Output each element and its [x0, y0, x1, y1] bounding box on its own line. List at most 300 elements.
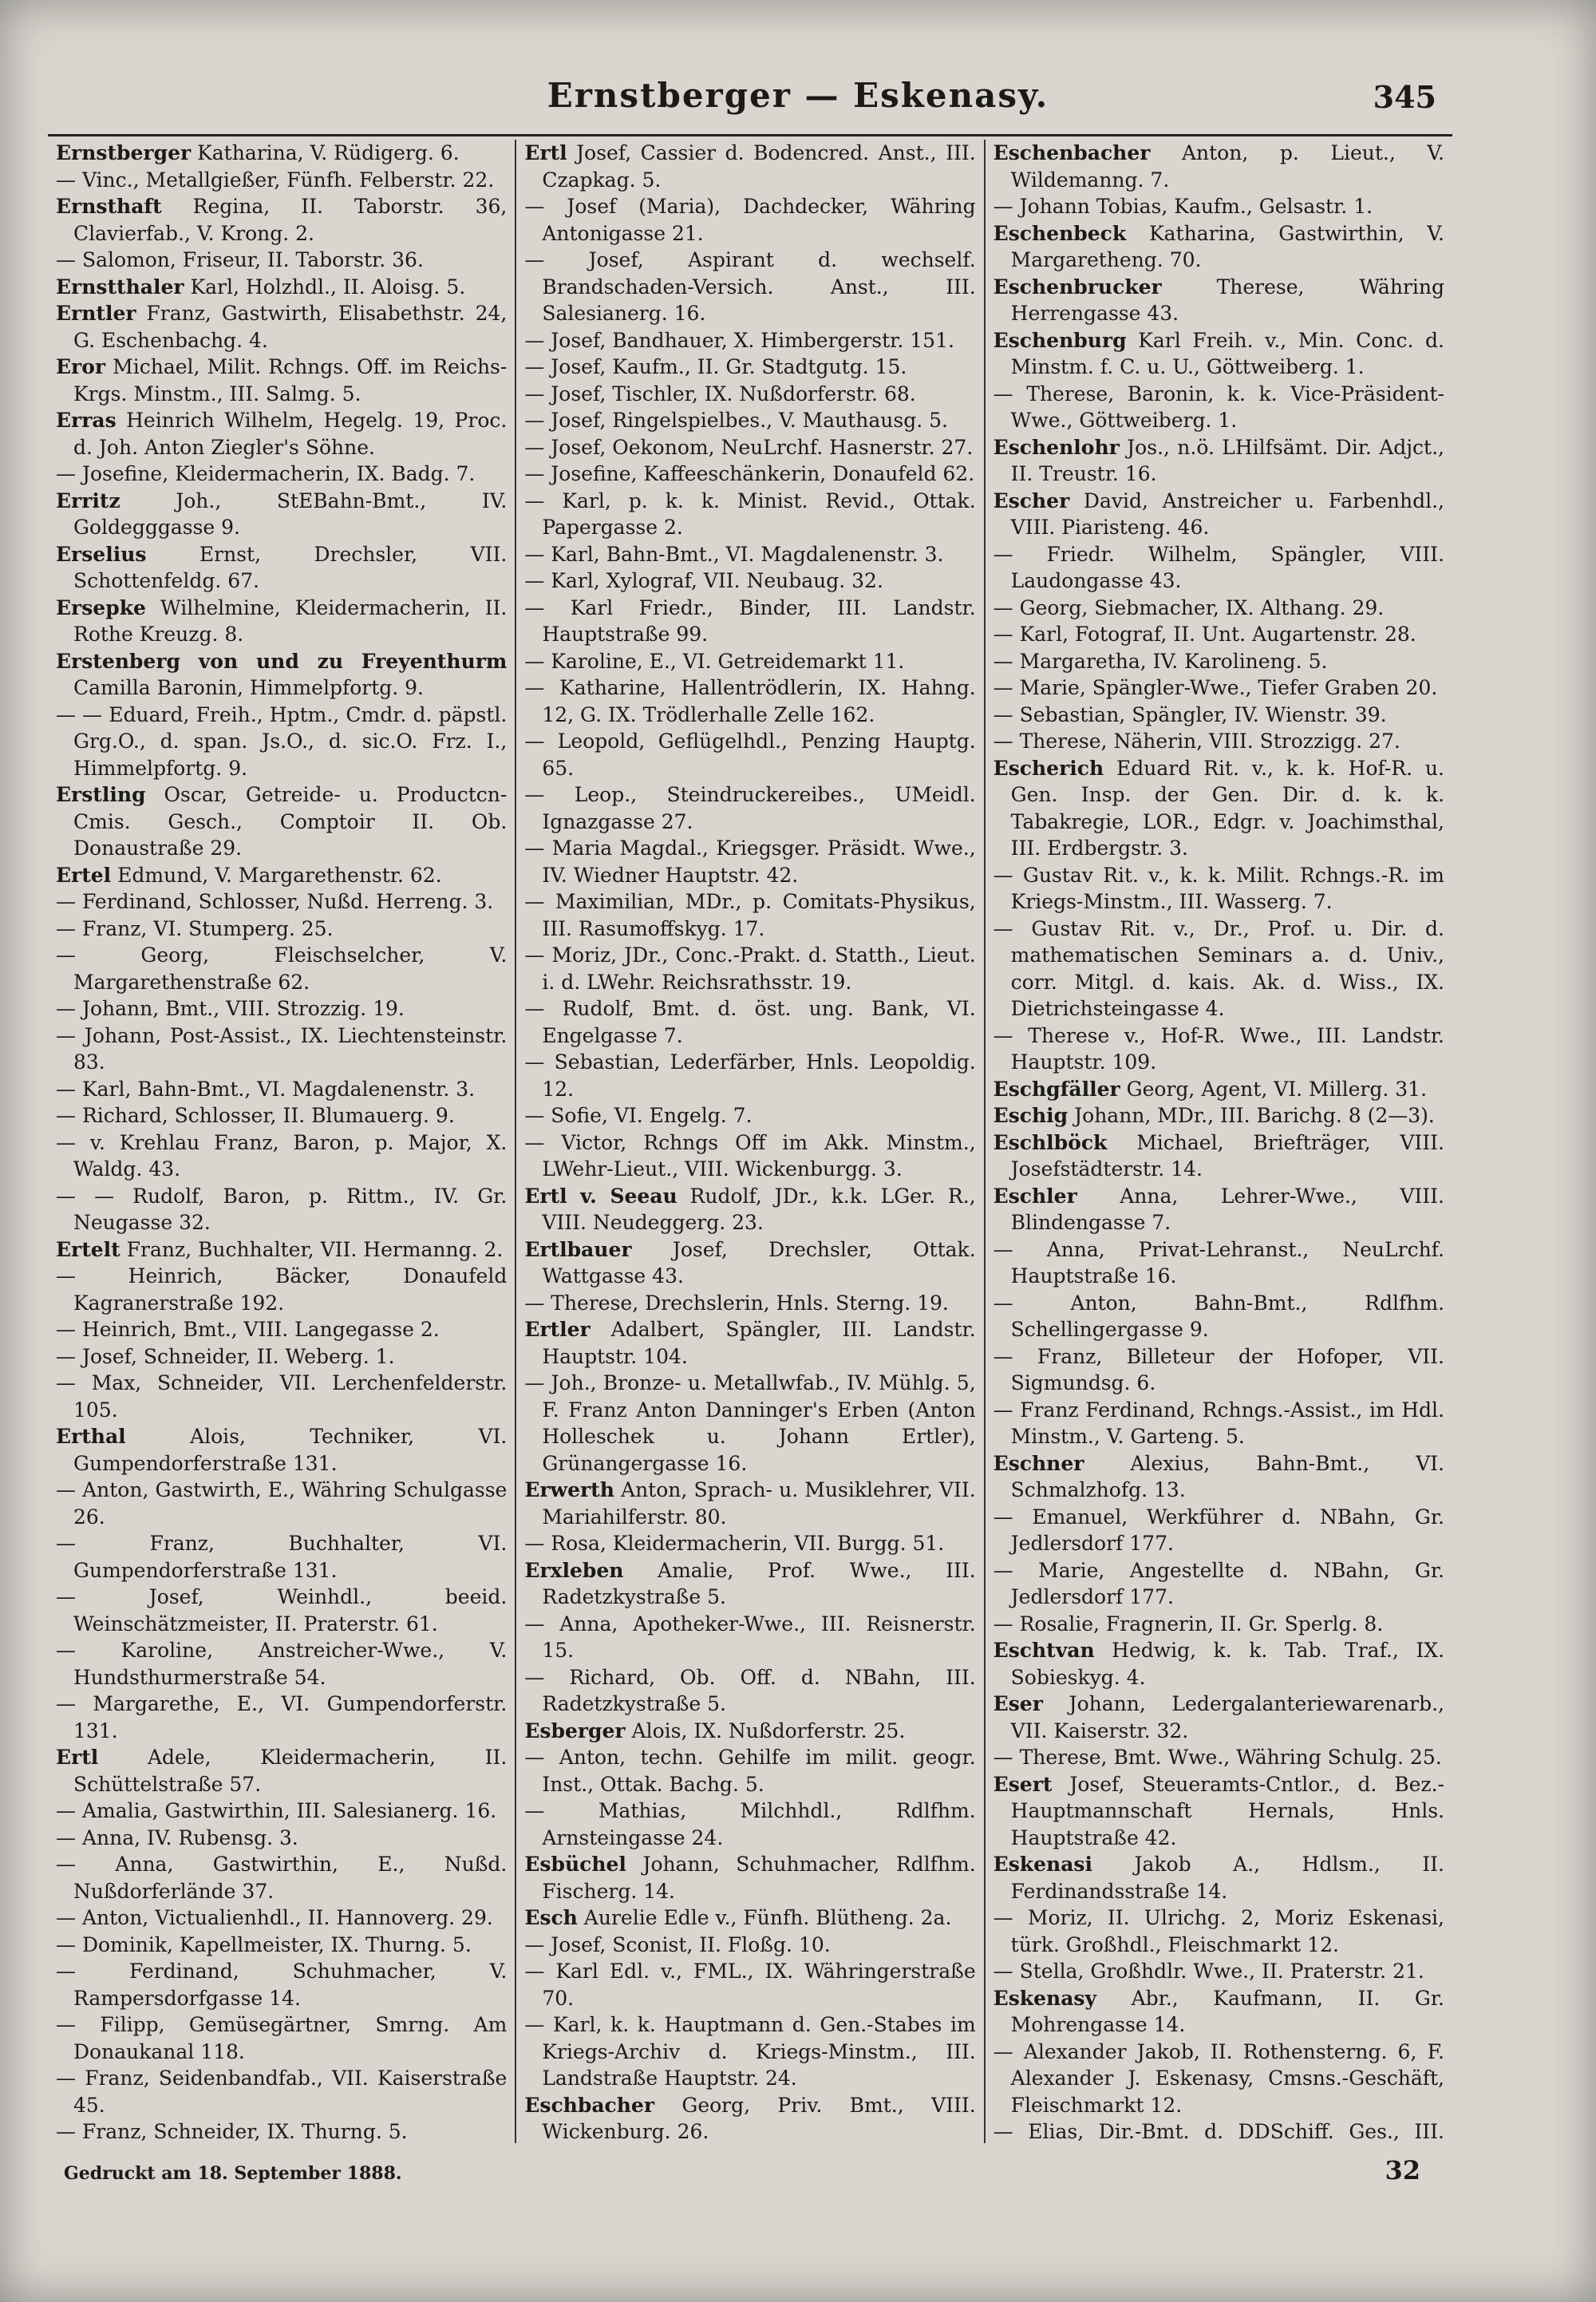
entry-text: — Anton, Victualienhdl., II. Hannoverg. 29. — [56, 1906, 493, 1929]
directory-entry — [994, 220, 1444, 274]
directory-entry — [994, 862, 1444, 916]
entry-text: — Joh., Bronze- u. Metallwfab., IV. Mühlg. 5, F. Franz Anton Danninger's Erben (Anton Holleschek u. Johann Ertler), Grünangergasse 16. — [524, 1371, 976, 1475]
directory-entry — [524, 1477, 975, 1530]
directory-entry — [524, 247, 975, 327]
entry-text: — Josefine, Kaffeeschänkerin, Donaufeld 62. — [524, 462, 975, 485]
entry-surname: Ernstthaler — [56, 275, 184, 299]
entry-surname: Ertel — [56, 863, 112, 887]
directory-entry — [524, 1932, 975, 1959]
entry-surname: Erstling — [56, 783, 146, 806]
entry-text: — Stella, Großhdlr. Wwe., II. Praterstr. 21. — [993, 1960, 1424, 1983]
entry-text: — Leopold, Geflügelhdl., Penzing Hauptg. 65. — [524, 730, 976, 780]
entry-text: Georg, Agent, VI. Millerg. 31. — [1120, 1077, 1428, 1101]
directory-entry — [524, 407, 975, 434]
entry-text: — Georg, Fleischselcher, V. Margarethenstraße 62. — [56, 943, 508, 994]
directory-entry — [56, 1423, 507, 1477]
entry-text: Johann, Ledergalanteriewarenarb., VII. Kaiserstr. 32. — [1010, 1692, 1444, 1742]
directory-entry — [994, 327, 1444, 381]
directory-entry — [994, 916, 1444, 1022]
directory-entry — [524, 648, 975, 675]
directory-entry — [56, 1851, 507, 1904]
directory-entry — [524, 354, 975, 381]
entry-surname: Ernsthaft — [56, 195, 162, 218]
directory-entry — [524, 888, 975, 942]
directory-entry — [524, 942, 975, 995]
directory-entry — [524, 488, 975, 541]
entry-surname: Ertelt — [56, 1237, 120, 1261]
column-middle — [515, 140, 983, 2143]
entry-text: Michael, Milit. Rchngs. Off. im Reichs-Krgs. Minstm., III. Salmg. 5. — [73, 355, 508, 405]
directory-entry — [56, 140, 507, 167]
directory-entry — [56, 461, 507, 488]
directory-entry — [56, 1691, 507, 1744]
directory-entry — [524, 2092, 975, 2144]
entry-text: — Johann, Bmt., VIII. Strozzig. 19. — [56, 997, 405, 1020]
entry-text: Johann, Schuhmacher, Rdlfhm. Fischerg. 14. — [542, 1853, 976, 1903]
entry-text: — Anna, Gastwirthin, E., Nußd. Nußdorferlände 37. — [56, 1853, 508, 1903]
entry-text: — Anton, techn. Gehilfe im milit. geogr. Inst., Ottak. Bachg. 5. — [524, 1746, 976, 1796]
directory-entry — [524, 140, 975, 193]
directory-entry — [994, 1290, 1444, 1343]
entry-text: Alois, IX. Nußdorferstr. 25. — [625, 1719, 906, 1742]
entry-surname: Esbüchel — [524, 1853, 626, 1876]
entry-text: — Alexander Jakob, II. Rothensterng. 6, F. Alexander J. Eskenasy, Cmsns.-Geschäft, Fleischmarkt 12. — [993, 2039, 1444, 2117]
directory-entry — [56, 274, 507, 301]
directory-entry — [56, 1263, 507, 1316]
directory-entry — [524, 1049, 975, 1102]
directory-entry — [524, 674, 975, 728]
directory-entry — [994, 1637, 1444, 1691]
entry-text: — Friedr. Wilhelm, Spängler, VIII. Laudongasse 43. — [993, 542, 1444, 592]
entry-text: — Josef, Weinhdl., beeid. Weinschätzmeister, II. Praterstr. 61. — [56, 1585, 508, 1636]
directory-entry — [524, 1664, 975, 1718]
entry-surname: Erthal — [56, 1425, 126, 1448]
entry-text: Franz, Gastwirth, Elisabethstr. 24, G. Eschenbachg. 4. — [73, 302, 508, 352]
entry-text: — Rosa, Kleidermacherin, VII. Burgg. 51. — [524, 1532, 945, 1555]
entry-surname: Ertl — [56, 1746, 99, 1769]
directory-entry — [994, 1851, 1444, 1904]
column-left — [48, 140, 515, 2143]
directory-entry — [994, 1771, 1444, 1852]
entry-surname: Eskenasi — [993, 1853, 1092, 1876]
entry-text: — — Rudolf, Baron, p. Rittm., IV. Gr. Neugasse 32. — [56, 1184, 508, 1234]
directory-entry — [56, 488, 507, 541]
directory-entry — [994, 1129, 1444, 1183]
entry-text: Johann, MDr., III. Barichg. 8 (2—3). — [1068, 1104, 1435, 1127]
directory-entry — [994, 1691, 1444, 1744]
entry-text: — Heinrich, Bäcker, Donaufeld Kagranerstraße 192. — [56, 1264, 508, 1315]
entry-text: — Karoline, E., VI. Getreidemarkt 11. — [524, 649, 905, 673]
directory-entry — [994, 1504, 1444, 1557]
header-rule — [48, 134, 1452, 136]
entry-text: — Moriz, II. Ulrichg. 2, Moriz Eskenasi, türk. Großhdl., Fleischmarkt 12. — [993, 1906, 1444, 1956]
entry-text: Abr., Kaufmann, II. Gr. Mohrengasse 14. — [1010, 1986, 1444, 2036]
entry-text: — Moriz, JDr., Conc.-Prakt. d. Statth., Lieut. i. d. LWehr. Reichsrathsstr. 19. — [524, 943, 976, 994]
directory-entry — [994, 434, 1444, 488]
entry-text: — Leop., Steindruckereibes., UMeidl. Ignazgasse 27. — [524, 783, 976, 833]
directory-entry — [994, 728, 1444, 755]
entry-text: — — Eduard, Freih., Hptm., Cmdr. d. päpstl. Grg.O., d. span. Js.O., d. sic.O. Frz. I., Himmelpfortg. 9. — [56, 702, 508, 780]
entry-text: — Rudolf, Bmt. d. öst. ung. Bank, VI. Engelgasse 7. — [524, 997, 976, 1047]
page-header — [0, 76, 1596, 124]
directory-entry — [524, 1370, 975, 1477]
directory-entry — [524, 1611, 975, 1664]
entry-text: — Karl, p. k. k. Minist. Revid., Ottak. Papergasse 2. — [524, 488, 976, 539]
directory-entry — [994, 381, 1444, 434]
entry-text: Ernst, Drechsler, VII. Schottenfeldg. 67. — [73, 542, 508, 592]
directory-entry — [994, 1183, 1444, 1236]
entry-text: Michael, Briefträger, VIII. Josefstädterstr. 14. — [1010, 1130, 1444, 1181]
entry-text: — Therese v., Hof-R. Wwe., III. Landstr. Hauptstr. 109. — [993, 1023, 1444, 1074]
entry-surname: Ertl v. Seeau — [524, 1184, 678, 1208]
directory-entry — [56, 1530, 507, 1584]
directory-entry — [994, 488, 1444, 541]
entry-surname: Erxleben — [524, 1558, 624, 1582]
directory-entry — [994, 1343, 1444, 1397]
directory-entry — [994, 274, 1444, 327]
entry-text: Anton, p. Lieut., V. Wildemanng. 7. — [1010, 141, 1444, 192]
entry-text: Anna, Lehrer-Wwe., VIII. Blindengasse 7. — [1010, 1184, 1444, 1234]
entry-text: Jos., n.ö. LHilfsämt. Dir. Adjct., II. Treustr. 16. — [1010, 435, 1444, 485]
directory-entry — [524, 1183, 975, 1236]
entry-text: Joh., StEBahn-Bmt., IV. Goldegggasse 9. — [73, 488, 508, 539]
directory-entry — [56, 167, 507, 194]
directory-columns — [48, 140, 1452, 2143]
print-date: Gedruckt am 18. September 1888. — [64, 2163, 402, 2184]
entry-text: — Franz, VI. Stumperg. 25. — [56, 916, 334, 940]
entry-text: — Johann Tobias, Kaufm., Gelsastr. 1. — [993, 195, 1373, 218]
directory-entry — [56, 193, 507, 247]
directory-entry — [56, 1744, 507, 1798]
entry-text: Edmund, V. Margarethenstr. 62. — [111, 863, 442, 887]
directory-entry — [56, 781, 507, 862]
entry-surname: Escher — [993, 488, 1070, 512]
page-number: 345 — [1373, 79, 1436, 115]
directory-entry — [56, 1958, 507, 2011]
entry-text: — Sebastian, Lederfärber, Hnls. Leopoldig. 12. — [524, 1050, 976, 1101]
directory-entry — [56, 2011, 507, 2065]
directory-entry — [524, 434, 975, 461]
entry-surname: Ertl — [524, 141, 567, 164]
entry-surname: Erwerth — [524, 1478, 614, 1501]
entry-text: Hedwig, k. k. Tab. Traf., IX. Sobieskyg. 4. — [1010, 1639, 1444, 1689]
directory-entry — [56, 1236, 507, 1264]
entry-surname: Esert — [993, 1772, 1053, 1796]
entry-surname: Ertlbauer — [524, 1237, 632, 1261]
entry-surname: Eser — [993, 1692, 1043, 1715]
entry-text: Adalbert, Spängler, III. Landstr. Hauptstr. 104. — [542, 1318, 976, 1368]
directory-entry — [994, 1397, 1444, 1450]
directory-entry — [524, 1129, 975, 1183]
entry-text: Josef, Cassier d. Bodencred. Anst., III. Czapkag. 5. — [542, 141, 976, 192]
entry-text: — Elias, Dir.-Bmt. d. DDSchiff. Ges., III. — [993, 2120, 1444, 2143]
directory-entry — [56, 1584, 507, 1637]
directory-entry — [56, 2118, 507, 2143]
entry-surname: Eschner — [993, 1451, 1084, 1475]
directory-entry — [524, 595, 975, 648]
directory-entry — [524, 1958, 975, 2011]
entry-text: — Franz, Seidenbandfab., VII. Kaiserstraße 45. — [56, 2067, 508, 2117]
directory-entry — [994, 648, 1444, 675]
entry-text: — Karl, Xylograf, VII. Neubaug. 32. — [524, 569, 883, 592]
entry-surname: Escherich — [993, 756, 1104, 780]
directory-entry — [56, 407, 507, 461]
directory-entry — [994, 702, 1444, 729]
entry-text: Aurelie Edle v., Fünfh. Blütheng. 2a. — [577, 1906, 952, 1929]
directory-entry — [56, 942, 507, 995]
entry-text: — Mathias, Milchhdl., Rdlfhm. Arnsteingasse 24. — [524, 1799, 976, 1849]
entry-text: Anton, Sprach- u. Musiklehrer, VII. Mariahilferstr. 80. — [542, 1478, 976, 1529]
entry-text: — Karl, Bahn-Bmt., VI. Magdalenenstr. 3. — [524, 542, 944, 566]
entry-text: — Ferdinand, Schuhmacher, V. Rampersdorfgasse 14. — [56, 1960, 508, 2010]
directory-entry — [56, 541, 507, 595]
entry-text: — Ferdinand, Schlosser, Nußd. Herreng. 3. — [56, 890, 494, 913]
directory-entry — [56, 354, 507, 407]
column-right — [984, 140, 1452, 2143]
directory-entry — [994, 755, 1444, 862]
entry-text: — Rosalie, Fragnerin, II. Gr. Sperlg. 8. — [993, 1612, 1384, 1636]
entry-text: — Josef, Schneider, II. Weberg. 1. — [56, 1344, 395, 1368]
directory-entry — [524, 995, 975, 1049]
directory-entry — [524, 1851, 975, 1904]
entry-text: Wilhelmine, Kleidermacherin, II. Rothe Kreuzg. 8. — [73, 595, 508, 646]
entry-text: — Anton, Gastwirth, E., Währing Schulgasse 26. — [56, 1478, 508, 1529]
running-head: Ernstberger — Eskenasy. — [547, 76, 1049, 115]
sheet-signature: 32 — [1385, 2155, 1420, 2185]
directory-entry — [56, 1370, 507, 1423]
entry-text: — Richard, Ob. Off. d. NBahn, III. Radetzkystraße 5. — [524, 1665, 976, 1715]
entry-text: — Therese, Bmt. Wwe., Währing Schulg. 25. — [993, 1746, 1442, 1769]
entry-text: — Max, Schneider, VII. Lerchenfelderstr. 105. — [56, 1371, 508, 1422]
entry-text: Eduard Rit. v., k. k. Hof-R. u. Gen. Insp. der Gen. Dir. d. k. k. Tabakregie, LOR., Edgr. v. Joachimsthal, III. Erdbergstr. 3. — [1010, 756, 1444, 860]
entry-text: — Marie, Spängler-Wwe., Tiefer Graben 20. — [993, 676, 1438, 699]
entry-text: — Karl Friedr., Binder, III. Landstr. Hauptstraße 99. — [524, 595, 976, 646]
directory-entry — [56, 1102, 507, 1129]
entry-text: Alexius, Bahn-Bmt., VI. Schmalzhofg. 13. — [1010, 1451, 1444, 1501]
directory-entry — [524, 2011, 975, 2092]
directory-entry — [994, 595, 1444, 622]
entry-text: — Dominik, Kapellmeister, IX. Thurng. 5. — [56, 1932, 472, 1956]
entry-text: Georg, Priv. Bmt., VIII. Wickenburg. 26. — [542, 2093, 976, 2143]
entry-text: David, Anstreicher u. Farbenhdl., VIII. Piaristeng. 46. — [1010, 488, 1444, 539]
directory-entry — [56, 1904, 507, 1932]
directory-entry — [524, 728, 975, 781]
entry-surname: Eschenburg — [993, 328, 1127, 352]
entry-text: Oscar, Getreide- u. Productcn-Cmis. Gesch., Comptoir II. Ob. Donaustraße 29. — [73, 783, 508, 860]
entry-text: — Johann, Post-Assist., IX. Liechtensteinstr. 83. — [56, 1023, 508, 1074]
entry-text: Rudolf, JDr., k.k. LGer. R., VIII. Neudeggerg. 23. — [542, 1184, 976, 1234]
entry-text: — Vinc., Metallgießer, Fünfh. Felberstr. 22. — [56, 168, 495, 192]
entry-surname: Erselius — [56, 542, 147, 566]
entry-text: — Josef, Ringelspielbes., V. Mauthausg. 5. — [524, 409, 948, 432]
directory-entry — [524, 461, 975, 488]
entry-text: Katharina, V. Rüdigerg. 6. — [191, 141, 460, 164]
entry-text: — Anna, Apotheker-Wwe., III. Reisnerstr. 15. — [524, 1612, 976, 1662]
entry-text: — Therese, Baronin, k. k. Vice-Präsident-Wwe., Göttweiberg. 1. — [993, 382, 1444, 432]
directory-entry — [524, 1798, 975, 1851]
entry-text: — Josef, Tischler, IX. Nußdorferstr. 68. — [524, 382, 916, 405]
directory-entry — [994, 1450, 1444, 1504]
entry-text: — Karl, Fotograf, II. Unt. Augartenstr. 28. — [993, 623, 1416, 646]
directory-entry — [56, 300, 507, 354]
directory-entry — [994, 541, 1444, 595]
directory-entry — [56, 595, 507, 648]
entry-surname: Eschig — [993, 1104, 1069, 1127]
entry-text: — Sebastian, Spängler, IV. Wienstr. 39. — [993, 702, 1387, 726]
directory-entry — [994, 2118, 1444, 2143]
directory-entry — [994, 1076, 1444, 1103]
entry-surname: Eschenlohr — [993, 435, 1120, 459]
entry-text: — Therese, Näherin, VIII. Strozzigg. 27. — [993, 730, 1400, 753]
entry-text: Josef, Drechsler, Ottak. Wattgasse 43. — [542, 1237, 976, 1287]
entry-text: — Therese, Drechslerin, Hnls. Sterng. 19. — [524, 1291, 949, 1315]
directory-entry — [56, 247, 507, 274]
entry-text: Alois, Techniker, VI. Gumpendorferstraße 131. — [73, 1425, 508, 1475]
entry-surname: Eschenbeck — [993, 221, 1127, 245]
entry-text: — Victor, Rchngs Off im Akk. Minstm., LWehr-Lieut., VIII. Wickenburgg. 3. — [524, 1130, 976, 1181]
entry-surname: Eschenbrucker — [993, 275, 1162, 299]
directory-entry — [524, 1557, 975, 1611]
directory-entry — [524, 568, 975, 595]
entry-text: — Margaretha, IV. Karolineng. 5. — [993, 649, 1328, 673]
entry-surname: Erras — [56, 409, 117, 432]
entry-surname: Eschenbacher — [993, 141, 1151, 164]
entry-surname: Ersepke — [56, 595, 146, 619]
entry-text: — Anna, IV. Rubensg. 3. — [56, 1825, 298, 1849]
entry-surname: Esch — [524, 1906, 578, 1929]
entry-text: — Josef, Kaufm., II. Gr. Stadtgutg. 15. — [524, 355, 907, 378]
directory-entry — [994, 140, 1444, 193]
directory-entry — [56, 1022, 507, 1076]
directory-entry — [994, 1236, 1444, 1290]
entry-text: — Margarethe, E., VI. Gumpendorferstr. 131. — [56, 1692, 508, 1742]
entry-surname: Eror — [56, 355, 106, 378]
directory-entry — [56, 1932, 507, 1959]
entry-text: — Marie, Angestellte d. NBahn, Gr. Jedlersdorf 177. — [993, 1558, 1444, 1608]
entry-text: — Maximilian, MDr., p. Comitats-Physikus, III. Rasumoffskyg. 17. — [524, 890, 976, 940]
directory-entry — [994, 621, 1444, 648]
directory-entry — [524, 781, 975, 835]
directory-entry — [524, 1316, 975, 1370]
directory-entry — [524, 327, 975, 354]
directory-entry — [524, 1904, 975, 1932]
entry-surname: Eschler — [993, 1184, 1077, 1208]
directory-entry — [56, 702, 507, 782]
entry-text: Camilla Baronin, Himmelpfortg. 9. — [73, 676, 425, 699]
directory-entry — [994, 1985, 1444, 2039]
directory-entry — [56, 648, 507, 702]
entry-text: Josef, Steueramts-Cntlor., d. Bez.-Hauptmannschaft Hernals, Hnls. Hauptstraße 42. — [1010, 1772, 1444, 1849]
entry-text: — Franz, Billeteur der Hofoper, VII. Sigmundsg. 6. — [993, 1344, 1444, 1394]
entry-text: Katharina, Gastwirthin, V. Margaretheng. 70. — [1010, 221, 1444, 271]
entry-text: — v. Krehlau Franz, Baron, p. Major, X. Waldg. 43. — [56, 1130, 508, 1181]
entry-text: Therese, Währing Herrengasse 43. — [1010, 275, 1444, 325]
entry-text: — Filipp, Gemüsegärtner, Smrng. Am Donaukanal 118. — [56, 2013, 508, 2063]
entry-text: — Franz, Schneider, IX. Thurng. 5. — [56, 2120, 408, 2143]
entry-text: — Karl, Bahn-Bmt., VI. Magdalenenstr. 3. — [56, 1077, 476, 1101]
entry-text: — Sofie, VI. Engelg. 7. — [524, 1104, 753, 1127]
entry-surname: Ernstberger — [56, 141, 192, 164]
directory-entry — [524, 1236, 975, 1290]
entry-surname: Erntler — [56, 302, 136, 325]
directory-entry — [56, 1316, 507, 1343]
entry-text: — Anton, Bahn-Bmt., Rdlfhm. Schellingergasse 9. — [993, 1291, 1444, 1341]
directory-entry — [524, 193, 975, 247]
entry-text: — Heinrich, Bmt., VIII. Langegasse 2. — [56, 1318, 440, 1341]
entry-text: — Josef, Sconist, II. Floßg. 10. — [524, 1932, 831, 1956]
entry-text: — Gustav Rit. v., Dr., Prof. u. Dir. d. mathematischen Seminars a. d. Univ., corr. Mitgl. d. kais. Ak. d. Wiss., IX. Dietrichsteingasse 4. — [993, 916, 1444, 1020]
entry-text: Regina, II. Taborstr. 36, Clavierfab., V. Krong. 2. — [73, 195, 508, 245]
entry-text: — Josef, Aspirant d. wechself. Brandschaden-Versich. Anst., III. Salesianerg. 16. — [524, 248, 976, 325]
directory-entry — [994, 1744, 1444, 1771]
entry-text: Karl Freih. v., Min. Conc. d. Minstm. f. C. u. U., Göttweiberg. 1. — [1010, 328, 1444, 378]
entry-surname: Eschgfäller — [993, 1077, 1120, 1101]
entry-text: — Maria Magdal., Kriegsger. Präsidt. Wwe., IV. Wiedner Hauptstr. 42. — [524, 837, 976, 887]
entry-surname: Eschtvan — [993, 1639, 1095, 1662]
directory-entry — [56, 1183, 507, 1236]
entry-text: Karl, Holzhdl., II. Aloisg. 5. — [184, 275, 466, 299]
directory-entry — [994, 674, 1444, 702]
entry-text: — Franz, Buchhalter, VI. Gumpendorferstraße 131. — [56, 1532, 508, 1582]
entry-text: Adele, Kleidermacherin, II. Schüttelstraße 57. — [73, 1746, 508, 1796]
entry-surname: Esberger — [524, 1719, 626, 1742]
entry-text: — Salomon, Friseur, II. Taborstr. 36. — [56, 248, 424, 271]
entry-surname: Eschbacher — [524, 2093, 655, 2117]
directory-entry — [56, 888, 507, 916]
directory-entry — [524, 381, 975, 408]
entry-text: Heinrich Wilhelm, Hegelg. 19, Proc. d. Joh. Anton Ziegler's Söhne. — [73, 409, 508, 459]
entry-text: Amalie, Prof. Wwe., III. Radetzkystraße 5. — [542, 1558, 976, 1608]
entry-surname: Erritz — [56, 488, 120, 512]
directory-entry — [56, 1798, 507, 1825]
entry-text: — Karl Edl. v., FML., IX. Währingerstraße 70. — [524, 1960, 976, 2010]
directory-entry — [994, 1102, 1444, 1129]
directory-entry — [994, 1958, 1444, 1985]
directory-entry — [56, 1825, 507, 1852]
directory-entry — [56, 2065, 507, 2118]
directory-entry — [524, 541, 975, 568]
directory-entry — [56, 1076, 507, 1103]
entry-text: — Amalia, Gastwirthin, III. Salesianerg. 16. — [56, 1799, 497, 1822]
entry-text: — Katharine, Hallentrödlerin, IX. Hahng. 12, G. IX. Trödlerhalle Zelle 162. — [524, 676, 976, 726]
directory-entry — [524, 1744, 975, 1798]
entry-surname: Erstenberg von und zu Freyenthurm — [56, 649, 508, 673]
entry-text: — Richard, Schlosser, II. Blumauerg. 9. — [56, 1104, 455, 1127]
entry-text: Jakob A., Hdlsm., II. Ferdinandsstraße 14. — [1010, 1853, 1444, 1903]
directory-entry — [994, 193, 1444, 220]
directory-entry — [994, 1022, 1444, 1076]
directory-entry — [56, 1343, 507, 1371]
directory-entry — [56, 862, 507, 889]
directory-entry — [994, 1611, 1444, 1638]
directory-entry — [524, 1718, 975, 1745]
entry-text: — Franz Ferdinand, Rchngs.-Assist., im Hdl. Minstm., V. Garteng. 5. — [993, 1398, 1444, 1448]
directory-entry — [994, 2039, 1444, 2119]
entry-surname: Eschlböck — [993, 1130, 1108, 1154]
entry-text: — Karl, k. k. Hauptmann d. Gen.-Stabes im Kriegs-Archiv d. Kriegs-Minstm., III. Landstraße Hauptstr. 24. — [524, 2013, 976, 2090]
directory-entry — [56, 1637, 507, 1691]
directory-entry — [56, 916, 507, 943]
entry-text: Franz, Buchhalter, VII. Hermanng. 2. — [120, 1237, 504, 1261]
directory-entry — [56, 1477, 507, 1530]
entry-surname: Eskenasy — [993, 1986, 1096, 2010]
entry-text: — Karoline, Anstreicher-Wwe., V. Hundsthurmerstraße 54. — [56, 1639, 508, 1689]
directory-entry — [994, 1557, 1444, 1611]
entry-text: — Anna, Privat-Lehranst., NeuLrchf. Hauptstraße 16. — [993, 1237, 1444, 1287]
directory-entry — [56, 995, 507, 1022]
entry-text: — Josef (Maria), Dachdecker, Währing Antonigasse 21. — [524, 195, 976, 245]
directory-entry — [994, 1904, 1444, 1958]
